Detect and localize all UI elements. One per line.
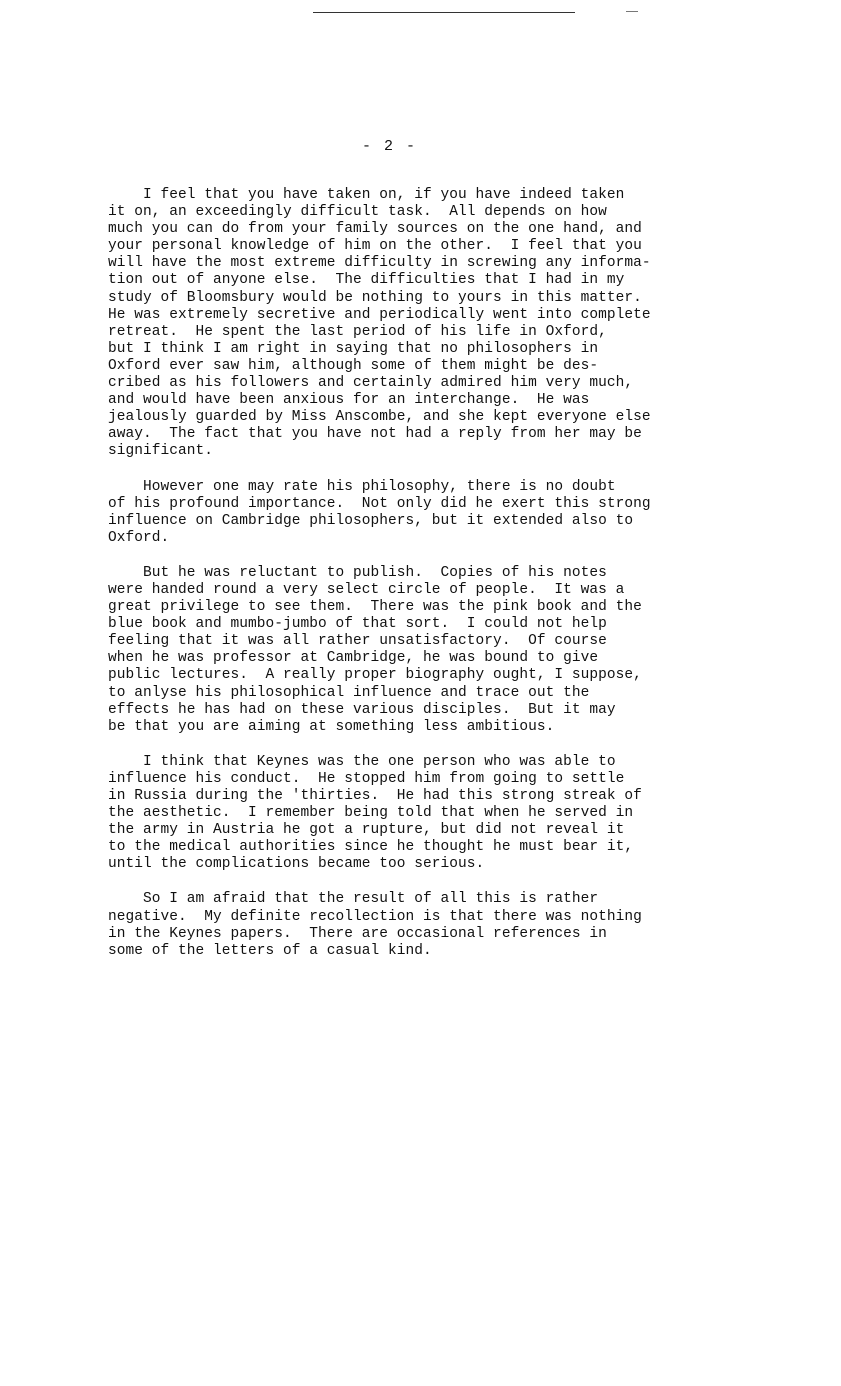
- text-line: it on, an exceedingly difficult task. All depends on how: [108, 204, 607, 221]
- text-line: will have the most extreme difficulty in screwing any informa-: [108, 255, 651, 272]
- paragraph: [108, 187, 748, 461]
- text-line: great privilege to see them. There was the pink book and the: [108, 599, 642, 616]
- text-line: when he was professor at Cambridge, he was bound to give: [108, 650, 599, 667]
- text-line: blue book and mumbo-jumbo of that sort. I could not help: [108, 616, 607, 633]
- text-line: effects he has had on these various disciples. But it may: [108, 701, 616, 718]
- text-line: in Russia during the 'thirties. He had this strong streak of: [108, 788, 642, 804]
- top-dash-mark: [626, 11, 638, 12]
- text-line: public lectures. A really proper biography ought, I suppose,: [108, 667, 642, 684]
- text-line: He was extremely secretive and periodically went into complete: [108, 306, 651, 323]
- text-line: to the medical authorities since he thought he must bear it,: [108, 839, 634, 856]
- text-line: away. The fact that you have not had a reply from her may be: [108, 426, 642, 443]
- text-line: much you can do from your family sources on the one hand, and: [108, 221, 642, 238]
- text-line: I think that Keynes was the one person who was able to: [108, 753, 616, 770]
- text-line: the aesthetic. I remember being told that when he served in: [108, 805, 634, 822]
- paragraph: [108, 754, 748, 874]
- text-line: Oxford.: [108, 529, 170, 546]
- text-line: and would have been anxious for an interchange. He was: [108, 392, 590, 409]
- text-line: until the complications became too serious.: [108, 856, 485, 873]
- text-line: significant.: [108, 443, 214, 460]
- text-line: However one may rate his philosophy, there is no doubt: [108, 478, 616, 495]
- text-line: But he was reluctant to publish. Copies of his notes: [108, 564, 607, 581]
- text-line: some of the letters of a casual kind.: [108, 942, 432, 959]
- letter-body: [108, 187, 748, 978]
- text-line: influence on Cambridge philosophers, but it extended also to: [108, 512, 634, 529]
- paragraph: [108, 479, 748, 547]
- text-line: study of Bloomsbury would be nothing to yours in this matter.: [108, 289, 642, 306]
- text-line: jealously guarded by Miss Anscombe, and she kept everyone else: [108, 409, 651, 426]
- page-number: - 2 -: [362, 138, 418, 155]
- text-line: Oxford ever saw him, although some of them might be des-: [108, 357, 599, 374]
- text-line: be that you are aiming at something less ambitious.: [108, 718, 555, 735]
- text-line: your personal knowledge of him on the other. I feel that you: [108, 238, 642, 255]
- text-line: feeling that it was all rather unsatisfactory. Of course: [108, 633, 607, 650]
- top-rule-line: [313, 12, 575, 13]
- text-line: were handed round a very select circle of people. It was a: [108, 581, 625, 598]
- text-line: retreat. He spent the last period of his life in Oxford,: [108, 323, 607, 340]
- text-line: in the Keynes papers. There are occasional references in: [108, 925, 607, 942]
- text-line: I feel that you have taken on, if you have indeed taken: [108, 187, 625, 203]
- text-line: influence his conduct. He stopped him from going to settle: [108, 770, 625, 787]
- text-line: So I am afraid that the result of all this is rather: [108, 891, 599, 908]
- paragraph: [108, 891, 748, 959]
- text-line: but I think I am right in saying that no philosophers in: [108, 340, 599, 357]
- text-line: to anlyse his philosophical influence and trace out the: [108, 684, 590, 701]
- text-line: of his profound importance. Not only did he exert this strong: [108, 495, 651, 512]
- paragraph: [108, 565, 748, 736]
- text-line: the army in Austria he got a rupture, but did not reveal it: [108, 822, 625, 839]
- text-line: negative. My definite recollection is that there was nothing: [108, 908, 642, 925]
- text-line: cribed as his followers and certainly admired him very much,: [108, 375, 634, 392]
- text-line: tion out of anyone else. The difficulties that I had in my: [108, 272, 625, 289]
